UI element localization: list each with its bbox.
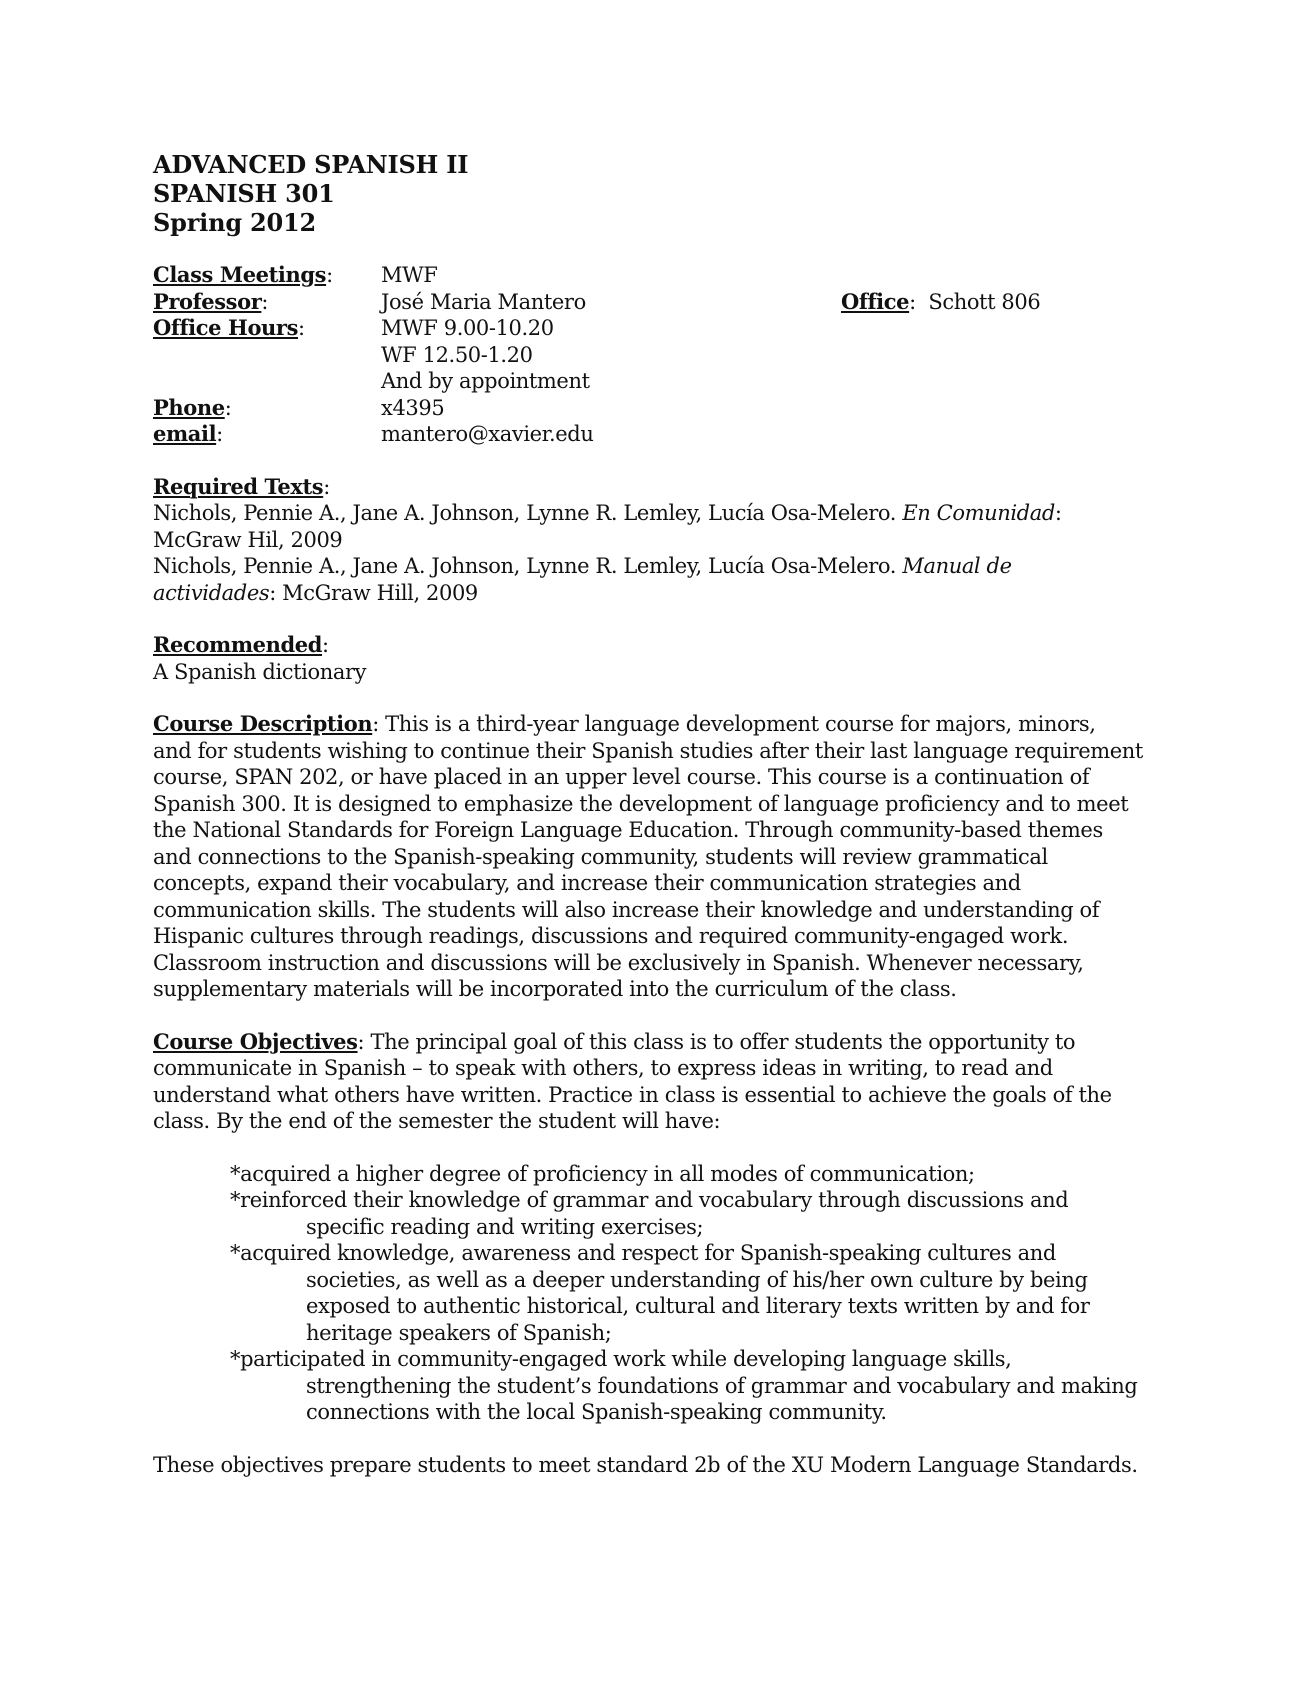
professor-value: José Maria Mantero bbox=[381, 289, 586, 314]
professor-label: Professor bbox=[153, 288, 262, 314]
closing-statement: These objectives prepare students to meet standard 2b of the XU Modern Language Standards. bbox=[153, 1452, 1138, 1477]
recommended-label: Recommended bbox=[153, 632, 323, 657]
course-description-line: supplementary materials will be incorporated into the curriculum of the class. bbox=[153, 977, 957, 1001]
info-row-class-meetings: Class Meetings: MWF bbox=[153, 262, 1153, 289]
class-meetings-value: MWF bbox=[381, 263, 438, 287]
recommended-section: Recommended: A Spanish dictionary bbox=[153, 632, 1153, 685]
course-description-line: Classroom instruction and discussions will be exclusively in Spanish. Whenever necessary, bbox=[153, 950, 1084, 975]
course-title-block bbox=[153, 150, 1153, 237]
office-value: Schott 806 bbox=[928, 289, 1041, 314]
course-description-line: communication skills. The students will also increase their knowledge and understanding of bbox=[153, 897, 1100, 922]
required-text-1: Nichols, Pennie A., Jane A. Johnson, Lynne R. Lemley, Lucía Osa-Melero. En Comunidad: bbox=[153, 501, 1062, 525]
course-info-table bbox=[153, 262, 1153, 448]
phone-value: x4395 bbox=[381, 395, 445, 420]
required-text-1-publisher: McGraw Hil, 2009 bbox=[153, 527, 343, 552]
required-text-2-title-part1: Manual de bbox=[902, 554, 1012, 578]
office-hours-label: Office Hours bbox=[153, 315, 298, 340]
info-row-office-hours: Office Hours: MWF 9.00-10.20 WF 12.50-1.20 And by appointment bbox=[153, 315, 1153, 395]
office-label: Office bbox=[841, 288, 910, 314]
course-description-line: the National Standards for Foreign Language Education. Through community-based themes bbox=[153, 818, 1103, 842]
objectives-list bbox=[153, 1161, 1153, 1426]
objective-item: *acquired a higher degree of proficiency in all modes of communication; bbox=[230, 1161, 975, 1186]
required-text-1-title: En Comunidad bbox=[902, 501, 1055, 525]
info-row-professor: Professor: José Maria Mantero Office: Schott 806 bbox=[153, 288, 1041, 314]
course-code: SPANISH 301 bbox=[153, 179, 335, 208]
phone-label: Phone bbox=[153, 394, 225, 420]
objective-item: *participated in community-engaged work while developing language skills, strengthening the student’s foundations of grammar and vocabulary and making connections with the local Spanish-speaking community. bbox=[230, 1347, 1138, 1424]
course-objectives-line: communicate in Spanish – to speak with others, to express ideas in writing, to read and bbox=[153, 1056, 1053, 1080]
class-meetings-label: Class Meetings bbox=[153, 262, 327, 287]
objective-item: *acquired knowledge, awareness and respect for Spanish-speaking cultures and societies, as well as a deeper understanding of his/her own culture by being exposed to authentic historical, cultural and literary texts written by and for heritage speakers of Spanish; bbox=[230, 1241, 1090, 1345]
office-info: Office: Schott 806 bbox=[841, 288, 1041, 314]
syllabus-content bbox=[153, 150, 1153, 1478]
recommended-value: A Spanish dictionary bbox=[153, 659, 367, 684]
objective-item: *reinforced their knowledge of grammar and vocabulary through discussions and specific reading and writing exercises; bbox=[230, 1188, 1069, 1239]
office-hours-line-2: WF 12.50-1.20 bbox=[381, 342, 533, 367]
course-description-line: Spanish 300. It is designed to emphasize the development of language proficiency and to meet bbox=[153, 791, 1129, 816]
course-description-section: Course Description: This is a third-year language development course for majors, minors, and for students wishing to continue their Spanish studies after their last language requirement course, SPAN 202, or have placed in an upper level course. This course is a continuation of Spanish 300. It is designed to emphasize the development of language proficiency and to meet the National Standards for Foreign Language Education. Through community-based themes and connections to the Spanish-speaking community, students will review grammatical concepts, expand their vocabulary, and increase their communication strategies and communication skills. The students will also increase their knowledge and understanding of Hispanic cultures through readings, discussions and required community-engaged work. Classroom instruction and discussions will be exclusively in Spanish. Whenever necessary, supplementary materials will be incorporated into the curriculum of the class. bbox=[153, 711, 1153, 1003]
course-description-line: concepts, expand their vocabulary, and increase their communication strategies and bbox=[153, 871, 1021, 895]
office-hours-line-1: MWF 9.00-10.20 bbox=[381, 316, 554, 340]
required-text-2-publisher: actividades: McGraw Hill, 2009 bbox=[153, 580, 478, 605]
required-text-2: Nichols, Pennie A., Jane A. Johnson, Lynne R. Lemley, Lucía Osa-Melero. Manual de bbox=[153, 554, 1012, 578]
info-row-phone: Phone: x4395 bbox=[153, 395, 1153, 422]
course-description-line: Hispanic cultures through readings, discussions and required community-engaged work. bbox=[153, 924, 1069, 948]
required-texts-section: Required Texts: Nichols, Pennie A., Jane A. Johnson, Lynne R. Lemley, Lucía Osa-Melero. En Comunidad: McGraw Hil, 2009 Nichols, Pennie A., Jane A. Johnson, Lynne R. Lemley, Lucía Osa-Melero. Manual de actividades: McGraw Hill, 2009 bbox=[153, 474, 1153, 607]
course-objectives-line: understand what others have written. Practice in class is essential to achieve the goals of the bbox=[153, 1082, 1112, 1107]
course-description-line: and for students wishing to continue their Spanish studies after their last language requirement bbox=[153, 738, 1143, 763]
email-label: email bbox=[153, 421, 217, 446]
course-objectives-label: Course Objectives bbox=[153, 1028, 358, 1054]
required-texts-label: Required Texts bbox=[153, 473, 324, 499]
course-objectives-line: class. By the end of the semester the student will have: bbox=[153, 1109, 721, 1133]
office-hours-line-3: And by appointment bbox=[381, 369, 590, 393]
email-value: mantero@xavier.edu bbox=[381, 422, 594, 446]
course-description-line: and connections to the Spanish-speaking community, students will review grammatical bbox=[153, 844, 1048, 869]
course-objectives-section: Course Objectives: The principal goal of this class is to offer students the opportunity to communicate in Spanish – to speak with others, to express ideas in writing, to read and understand what others have written. Practice in class is essential to achieve the goals of the class. By the end of the semester the student will have: *acquired a higher degree of proficiency in all modes of communication; *reinforced their knowledge of grammar and vocabulary through discussions and specific reading and writing exercises; *acquired knowledge, awareness and respect for Spanish-speaking cultures and societies, as well as a deeper understanding of his/her own culture by being exposed to authentic historical, cultural and literary texts written by and for heritage speakers of Spanish; *participated in community-engaged work while developing language skills, strengthening the student’s foundations of grammar and vocabulary and making connections with the local Spanish-speaking community. bbox=[153, 1029, 1153, 1426]
course-description-label: Course Description bbox=[153, 711, 373, 736]
course-title: ADVANCED SPANISH II bbox=[153, 150, 469, 179]
info-row-email: email: mantero@xavier.edu bbox=[153, 421, 1153, 448]
course-description-line: course, SPAN 202, or have placed in an upper level course. This course is a continuation of bbox=[153, 765, 1090, 789]
required-text-2-title-part2: actividades bbox=[153, 580, 270, 605]
course-term: Spring 2012 bbox=[153, 208, 317, 237]
